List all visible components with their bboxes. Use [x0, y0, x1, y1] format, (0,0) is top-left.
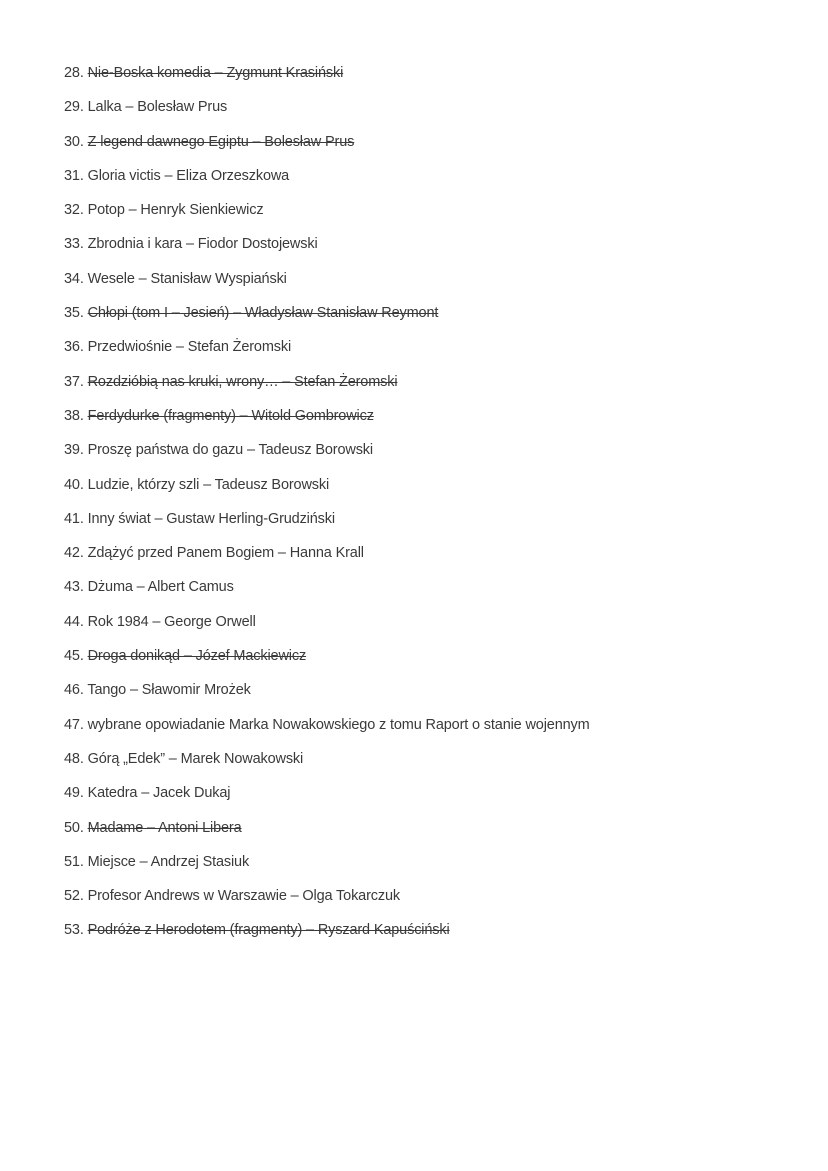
item-number: 33. — [64, 236, 84, 253]
item-text: Zbrodnia i kara – Fiodor Dostojewski — [87, 236, 318, 253]
item-number: 43. — [64, 579, 84, 596]
item-number: 40. — [64, 476, 84, 493]
reading-list — [64, 62, 804, 954]
list-item — [64, 611, 804, 645]
item-text: Dżuma – Albert Camus — [87, 579, 234, 596]
item-text: Zdążyć przed Panem Bogiem – Hanna Krall — [87, 545, 364, 562]
list-item — [64, 302, 804, 336]
item-number: 41. — [64, 510, 84, 527]
item-number: 44. — [64, 613, 84, 630]
list-item — [64, 268, 804, 302]
item-text: Przedwiośnie – Stefan Żeromski — [87, 339, 292, 356]
item-number: 52. — [64, 888, 84, 905]
item-text: Ludzie, którzy szli – Tadeusz Borowski — [87, 476, 330, 493]
item-text: Profesor Andrews w Warszawie – Olga Tokarczuk — [87, 888, 400, 905]
item-number: 49. — [64, 785, 84, 802]
item-text: Nie-Boska komedia – Zygmunt Krasiński — [87, 65, 344, 81]
item-number: 50. — [64, 819, 84, 836]
item-number: 36. — [64, 339, 84, 356]
item-text: wybrane opowiadanie Marka Nowakowskiego z tomu Raport o stanie wojennym — [87, 716, 590, 733]
list-item — [64, 817, 804, 851]
item-text: Rozdzióbią nas kruki, wrony… – Stefan Żeromski — [87, 373, 398, 390]
item-number: 53. — [64, 922, 84, 939]
item-text: Lalka – Bolesław Prus — [87, 99, 228, 116]
list-item — [64, 439, 804, 473]
item-text: Katedra – Jacek Dukaj — [87, 785, 231, 802]
item-text: Madame – Antoni Libera — [87, 819, 242, 836]
item-text: Rok 1984 – George Orwell — [87, 613, 256, 630]
list-item — [64, 542, 804, 576]
list-item — [64, 233, 804, 267]
item-text: Z legend dawnego Egiptu – Bolesław Prus — [87, 133, 355, 150]
item-text: Inny świat – Gustaw Herling-Grudziński — [87, 510, 335, 527]
list-item — [64, 782, 804, 816]
list-item — [64, 748, 804, 782]
item-text: Górą „Edek” – Marek Nowakowski — [87, 750, 304, 767]
item-number: 37. — [64, 373, 84, 390]
item-number: 28. — [64, 65, 84, 81]
item-text: Gloria victis – Eliza Orzeszkowa — [87, 167, 290, 184]
list-item — [64, 336, 804, 370]
list-item — [64, 371, 804, 405]
list-item — [64, 885, 804, 919]
item-number: 29. — [64, 99, 84, 116]
list-item — [64, 199, 804, 233]
list-item — [64, 405, 804, 439]
item-text: Miejsce – Andrzej Stasiuk — [87, 853, 250, 870]
list-item — [64, 851, 804, 885]
item-text: Tango – Sławomir Mrożek — [87, 682, 251, 699]
item-text: Chłopi (tom I – Jesień) – Władysław Stanisław Reymont — [87, 305, 439, 322]
item-number: 45. — [64, 648, 84, 665]
item-number: 31. — [64, 167, 84, 184]
item-number: 32. — [64, 202, 84, 219]
list-item — [64, 131, 804, 165]
list-item — [64, 165, 804, 199]
item-text: Droga donikąd – Józef Mackiewicz — [87, 648, 307, 665]
item-number: 35. — [64, 305, 84, 322]
item-number: 46. — [64, 682, 84, 699]
item-text: Podróże z Herodotem (fragmenty) – Ryszard Kapuściński — [87, 922, 450, 939]
list-item — [64, 645, 804, 679]
list-item — [64, 576, 804, 610]
item-number: 42. — [64, 545, 84, 562]
item-number: 51. — [64, 853, 84, 870]
item-number: 34. — [64, 270, 84, 287]
list-item — [64, 919, 804, 953]
item-text: Wesele – Stanisław Wyspiański — [87, 270, 287, 287]
list-item — [64, 474, 804, 508]
item-text: Proszę państwa do gazu – Tadeusz Borowski — [87, 442, 373, 459]
item-text: Potop – Henryk Sienkiewicz — [87, 202, 264, 219]
item-number: 48. — [64, 750, 84, 767]
item-text: Ferdydurke (fragmenty) – Witold Gombrowicz — [87, 407, 374, 424]
item-number: 38. — [64, 407, 84, 424]
list-item — [64, 96, 804, 130]
item-number: 39. — [64, 442, 84, 459]
list-item — [64, 714, 804, 748]
list-item — [64, 508, 804, 542]
item-number: 47. — [64, 716, 84, 733]
list-item — [64, 62, 804, 96]
list-item — [64, 679, 804, 713]
item-number: 30. — [64, 133, 84, 150]
